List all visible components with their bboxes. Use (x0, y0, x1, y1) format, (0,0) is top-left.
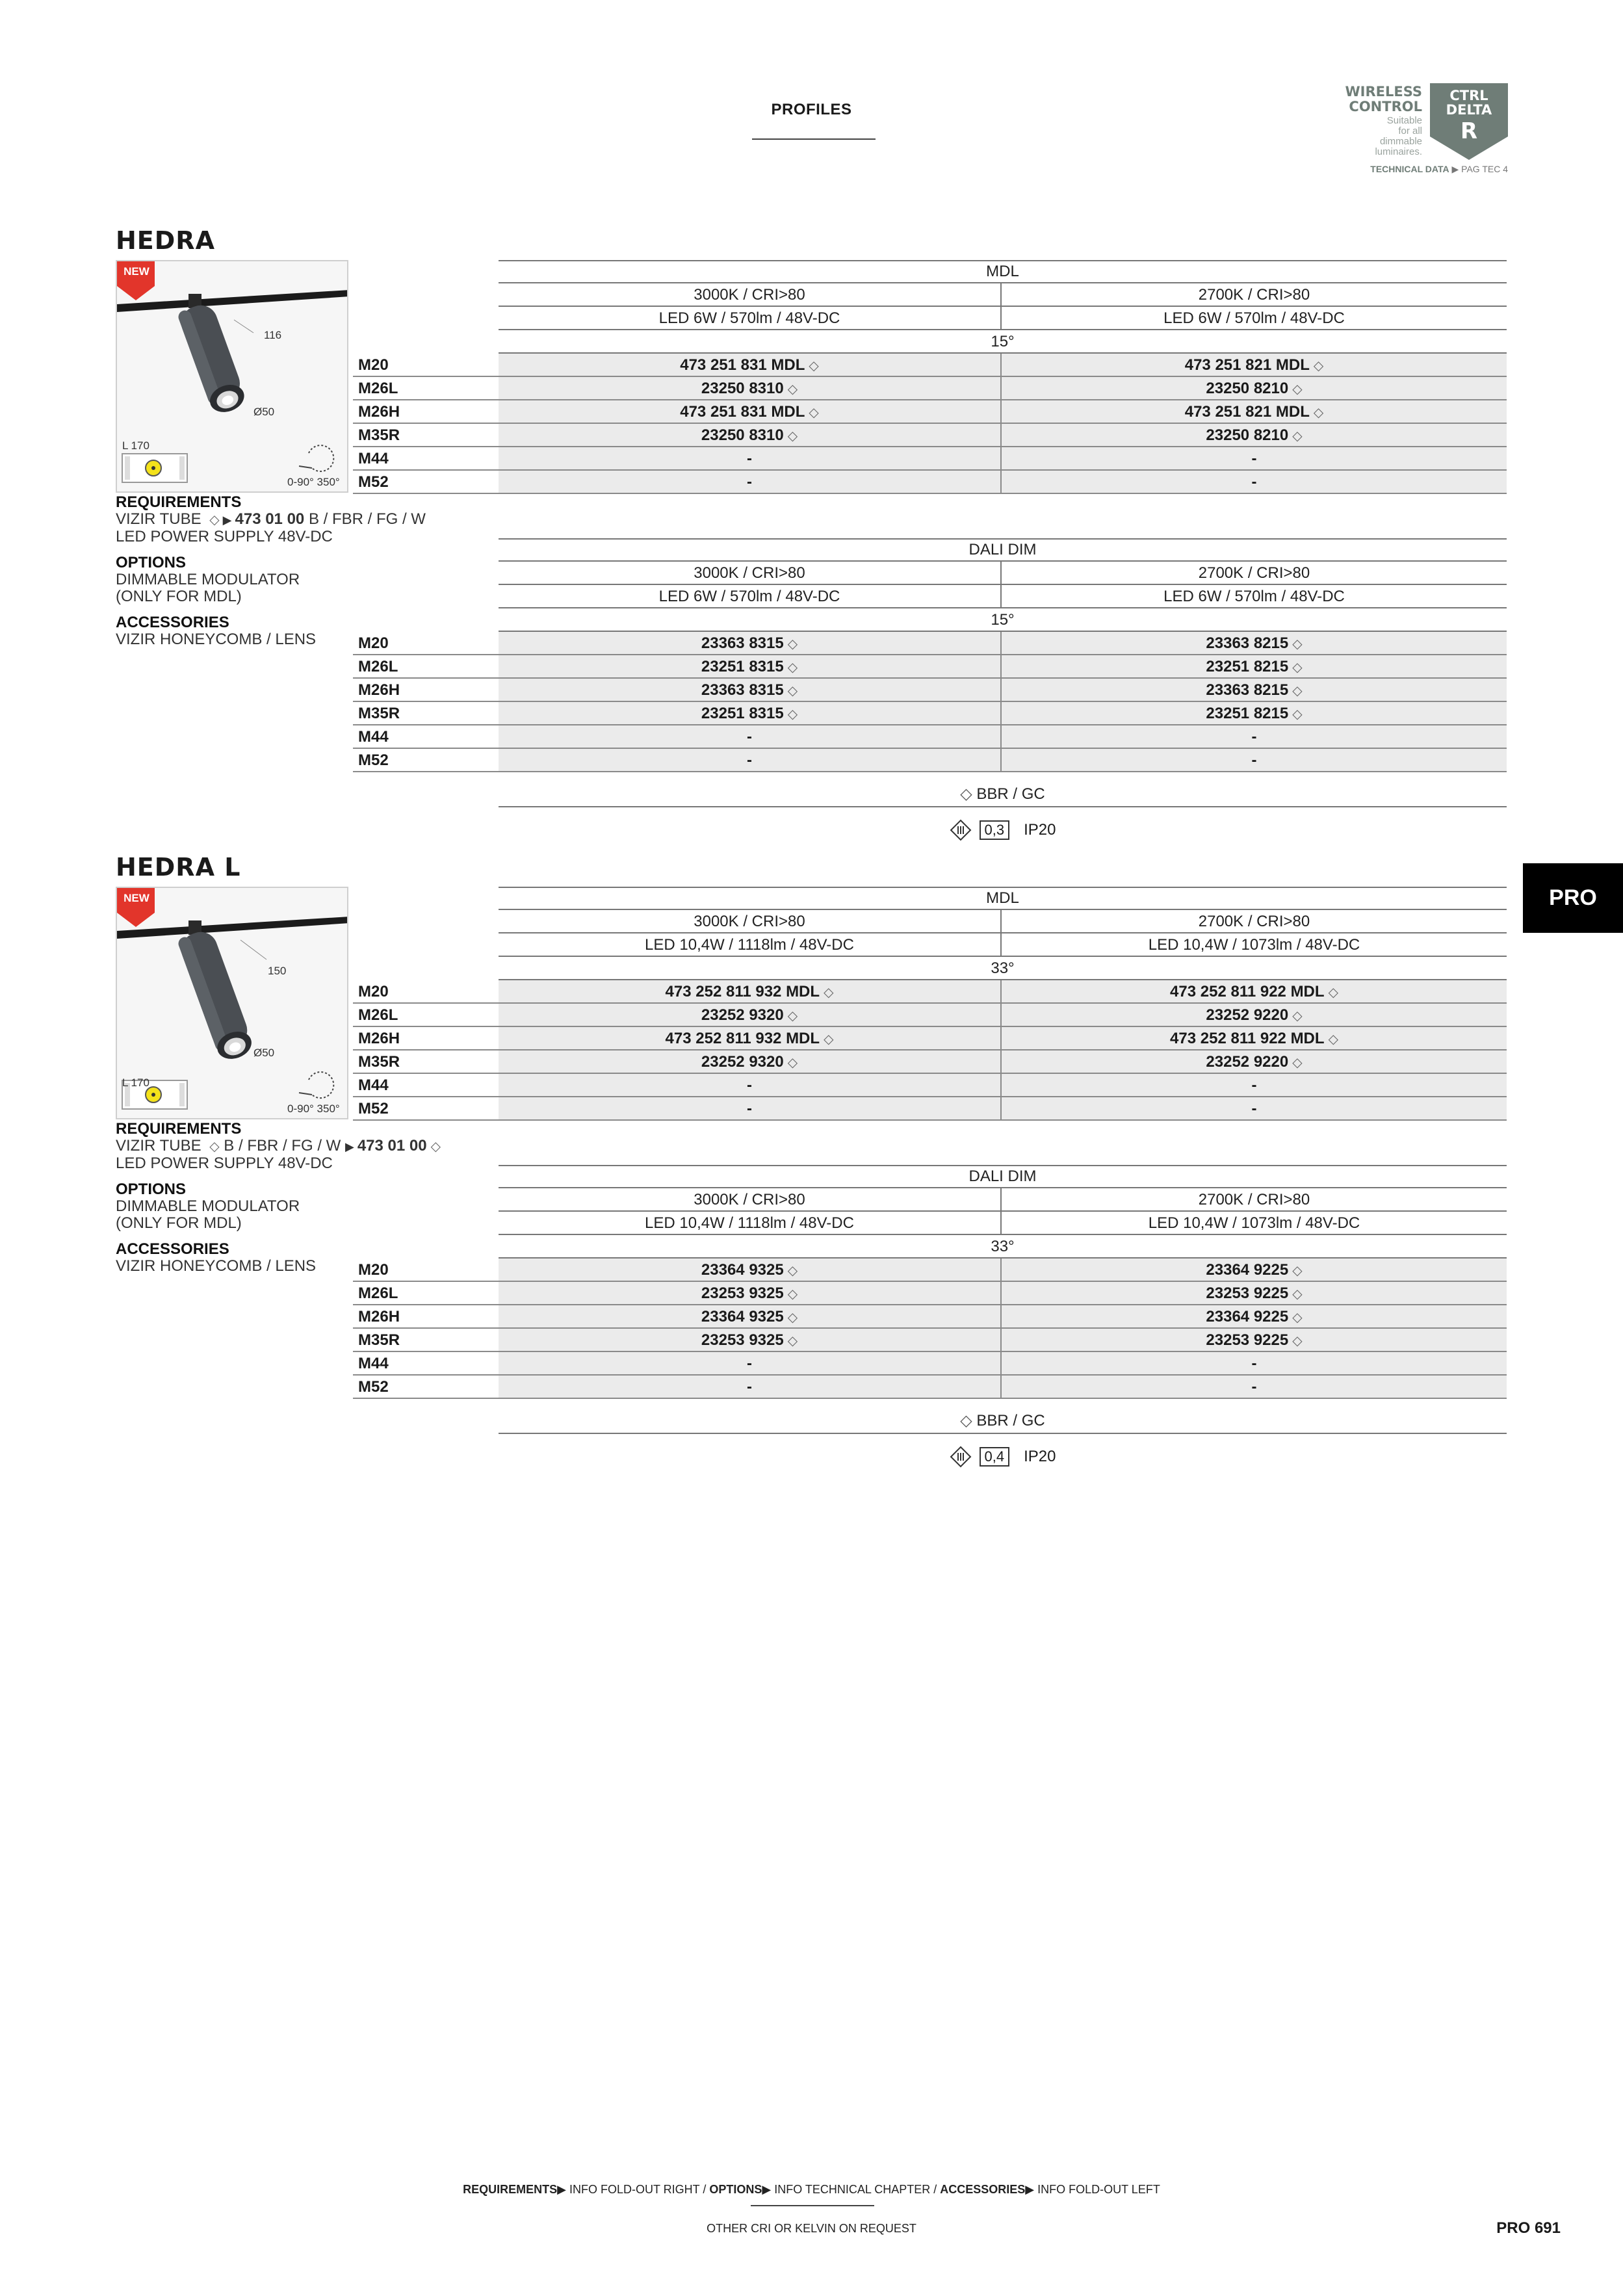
column-led-spec: LED 6W / 570lm / 48V-DC (1002, 307, 1507, 330)
diamond-icon: ◇ (787, 660, 798, 675)
track-type-label: M20 (358, 983, 389, 1000)
table-type: MDL (499, 260, 1507, 283)
diamond-icon: ◇ (1313, 359, 1324, 373)
product-code: 23363 8315 (701, 681, 784, 699)
product-code: - (747, 1378, 752, 1396)
product-code-cell[interactable] (499, 1376, 1002, 1399)
product-code: 23251 8215 (1206, 705, 1289, 722)
weight-value: 0,4 (980, 1447, 1010, 1467)
diamond-icon: ◇ (787, 1311, 798, 1325)
wireless-note-line4: luminaires. (1375, 146, 1422, 157)
product-code: 23251 8315 (701, 658, 784, 675)
diamond-icon: ◇ (787, 1264, 798, 1278)
requirements-heading: REQUIREMENTS (116, 1120, 242, 1138)
arrow-right-icon: ▶ (557, 2183, 567, 2196)
table-row (353, 1376, 1507, 1399)
product-code-cell[interactable] (1002, 632, 1507, 655)
technical-data-label: TECHNICAL DATA (1370, 164, 1449, 174)
wireless-note-line2: for all (1398, 125, 1422, 137)
table-row (353, 1329, 1507, 1352)
track-type-label: M26L (358, 1285, 398, 1302)
product-code-cell[interactable] (1002, 980, 1507, 1004)
product-code-cell[interactable] (499, 377, 1002, 400)
table-row (353, 471, 1507, 494)
product-code: 23364 9325 (701, 1308, 784, 1325)
product-code: - (1251, 1076, 1257, 1094)
diamond-icon: ◇ (1292, 1287, 1303, 1301)
product-code: 23250 8210 (1206, 426, 1289, 444)
product-code-cell[interactable] (1002, 1282, 1507, 1305)
table-row (353, 1074, 1507, 1097)
diameter-dimension: Ø50 (253, 1047, 275, 1059)
requirement-code: 473 01 00 (235, 510, 305, 528)
product-code-cell[interactable] (499, 1027, 1002, 1050)
table-type: DALI DIM (499, 1165, 1507, 1188)
product-code-cell[interactable] (1002, 1329, 1507, 1352)
table-row (353, 354, 1507, 377)
footer-requirements-label: REQUIREMENTS (463, 2183, 558, 2196)
diamond-icon: ◇ (1292, 1334, 1303, 1348)
spotlight-drawing-icon (117, 888, 348, 1119)
track-type-label: M20 (358, 356, 389, 374)
product-code: 23253 9325 (701, 1331, 784, 1349)
product-code-cell[interactable] (499, 655, 1002, 679)
wireless-note (1375, 116, 1422, 157)
diamond-icon: ◇ (209, 513, 220, 527)
product-code: - (1251, 751, 1257, 769)
track-type-label: M20 (358, 634, 389, 652)
beam-angle: 15° (499, 608, 1507, 632)
requirement-code: 473 01 00 (357, 1137, 427, 1155)
finish-note-text: BBR / GC (976, 1412, 1045, 1429)
track-type-label: M52 (358, 473, 389, 491)
product-code-cell[interactable] (499, 1259, 1002, 1282)
requirement-line (116, 1138, 480, 1155)
product-code: 23364 9225 (1206, 1261, 1289, 1279)
product-code-cell[interactable] (499, 725, 1002, 749)
arrow-right-icon: ▶ (1451, 164, 1462, 174)
product-code: 23364 9325 (701, 1261, 784, 1279)
options-heading: OPTIONS (116, 1181, 187, 1198)
product-code: - (1251, 1378, 1257, 1396)
diamond-icon: ◇ (787, 1334, 798, 1348)
track-type-label: M26H (358, 403, 400, 421)
product-name: HEDRA (116, 226, 215, 255)
track-type-label: M26H (358, 1308, 400, 1325)
product-code-cell[interactable] (499, 471, 1002, 494)
protection-row (499, 819, 1507, 841)
product-code-cell[interactable] (499, 1329, 1002, 1352)
options-heading: OPTIONS (116, 554, 187, 571)
column-led-spec: LED 6W / 570lm / 48V-DC (499, 585, 1002, 608)
column-led-spec: LED 10,4W / 1073lm / 48V-DC (1002, 933, 1507, 957)
finish-note-text: BBR / GC (976, 785, 1045, 803)
beam-angle: 33° (499, 957, 1507, 980)
column-color-temp: 2700K / CRI>80 (1002, 1188, 1507, 1212)
column-color-temp: 3000K / CRI>80 (499, 283, 1002, 307)
product-code: 23252 9220 (1206, 1053, 1289, 1071)
accessories-heading: ACCESSORIES (116, 614, 229, 631)
page-number: PRO 691 (1496, 2219, 1561, 2237)
arrow-right-icon: ▶ (344, 1140, 357, 1153)
wireless-line1: WIRELESS (1345, 84, 1422, 99)
diamond-icon: ◇ (1328, 985, 1338, 1000)
wireless-control-badge (1339, 83, 1508, 177)
diamond-icon: ◇ (787, 1287, 798, 1301)
product-code: - (1251, 1100, 1257, 1117)
accessory-line: VIZIR HONEYCOMB / LENS (116, 1257, 317, 1275)
product-code: - (747, 728, 752, 746)
track-type-label: M52 (358, 751, 389, 769)
product-code-cell[interactable] (1002, 1050, 1507, 1074)
track-type-label: M52 (358, 1100, 389, 1117)
product-code-cell[interactable] (1002, 424, 1507, 447)
product-code-cell[interactable] (1002, 377, 1507, 400)
wireless-note-line3: dimmable (1379, 136, 1422, 147)
diamond-icon: ◇ (787, 684, 798, 698)
product-code-cell[interactable] (499, 447, 1002, 471)
product-code-cell[interactable] (499, 354, 1002, 377)
product-code: 23363 8315 (701, 634, 784, 652)
diamond-icon: ◇ (209, 1140, 220, 1154)
product-code: - (747, 1100, 752, 1117)
product-code: 473 252 811 922 MDL (1170, 983, 1325, 1000)
product-code-cell[interactable] (1002, 655, 1507, 679)
product-code: 23363 8215 (1206, 681, 1289, 699)
product-name: HEDRA L (116, 853, 241, 881)
track-type-label: M26H (358, 681, 400, 699)
product-code: 473 252 811 932 MDL (665, 983, 820, 1000)
product-code: 473 251 831 MDL (680, 403, 805, 421)
footer-accessories-label: ACCESSORIES (940, 2183, 1026, 2196)
product-code: - (747, 473, 752, 491)
track-type-label: M35R (358, 705, 400, 722)
track-type-label: M44 (358, 450, 389, 467)
product-image (116, 260, 348, 493)
requirement-line: LED POWER SUPPLY 48V-DC (116, 1155, 333, 1172)
product-code: - (1251, 728, 1257, 746)
product-code: 23252 9220 (1206, 1006, 1289, 1024)
product-code-cell[interactable] (1002, 1027, 1507, 1050)
product-code: - (1251, 473, 1257, 491)
footer-options-text: INFO TECHNICAL CHAPTER / (771, 2183, 941, 2196)
diamond-icon: ◇ (1292, 429, 1303, 443)
requirement-line: LED POWER SUPPLY 48V-DC (116, 528, 333, 545)
diamond-icon: ◇ (824, 1032, 834, 1047)
spotlight-drawing-icon (117, 261, 348, 493)
track-type-label: M20 (358, 1261, 389, 1279)
track-type-label: M35R (358, 1053, 400, 1071)
product-code-cell[interactable] (499, 749, 1002, 772)
arrow-right-icon: ▶ (219, 514, 235, 527)
diamond-icon: ◇ (824, 985, 834, 1000)
footer-divider (751, 2205, 874, 2206)
track-dimension: L 170 (122, 439, 149, 452)
track-type-label: M26L (358, 658, 398, 675)
table-row (353, 1004, 1507, 1027)
accessories-heading: ACCESSORIES (116, 1240, 229, 1258)
product-code-cell[interactable] (1002, 679, 1507, 702)
wireless-line2: CONTROL (1349, 99, 1422, 114)
diamond-icon: ◇ (960, 1412, 977, 1429)
table-row (353, 1050, 1507, 1074)
product-code: 23250 8210 (1206, 380, 1289, 397)
footer-legend (0, 2183, 1623, 2197)
new-label: NEW (123, 265, 149, 278)
table-row (353, 702, 1507, 725)
requirement-finishes: B / FBR / FG / W (304, 510, 426, 528)
product-code-cell[interactable] (499, 1097, 1002, 1121)
table-row (353, 1097, 1507, 1121)
product-code-cell[interactable] (499, 1305, 1002, 1329)
product-code-cell[interactable] (1002, 471, 1507, 494)
product-code: 23252 9320 (701, 1053, 784, 1071)
wireless-note-line1: Suitable (1386, 115, 1422, 126)
beam-angle: 33° (499, 1235, 1507, 1259)
table-row (353, 632, 1507, 655)
product-code-cell[interactable] (1002, 1305, 1507, 1329)
footer-requirements-text: INFO FOLD-OUT RIGHT / (566, 2183, 710, 2196)
product-code: 23252 9320 (701, 1006, 784, 1024)
diamond-icon: ◇ (787, 1056, 798, 1070)
shield-letter: R (1460, 118, 1478, 144)
column-color-temp: 2700K / CRI>80 (1002, 562, 1507, 585)
product-code-cell[interactable] (1002, 1097, 1507, 1121)
product-code: 23253 9225 (1206, 1331, 1289, 1349)
product-code: 23363 8215 (1206, 634, 1289, 652)
product-code: - (747, 751, 752, 769)
product-code: 473 252 811 922 MDL (1170, 1030, 1325, 1047)
diamond-icon: ◇ (1292, 684, 1303, 698)
product-code: 473 251 831 MDL (680, 356, 805, 374)
product-code-cell[interactable] (1002, 400, 1507, 424)
finish-note (499, 1409, 1507, 1434)
shield-line2: DELTA (1446, 102, 1492, 118)
option-line: DIMMABLE MODULATOR (116, 571, 300, 588)
product-image (116, 887, 348, 1119)
price-table (353, 538, 1507, 772)
diamond-icon: ◇ (787, 707, 798, 722)
diamond-icon: ◇ (787, 382, 798, 397)
table-type: DALI DIM (499, 538, 1507, 562)
class-iii-icon (950, 819, 972, 841)
track-type-label: M26L (358, 1006, 398, 1024)
product-code: 473 251 821 MDL (1184, 403, 1310, 421)
product-code-cell[interactable] (499, 1050, 1002, 1074)
column-color-temp: 3000K / CRI>80 (499, 1188, 1002, 1212)
table-row (353, 447, 1507, 471)
section-title: PROFILES (771, 101, 852, 118)
option-line: DIMMABLE MODULATOR (116, 1197, 300, 1215)
product-code-cell[interactable] (1002, 702, 1507, 725)
price-table (353, 1165, 1507, 1399)
product-code-cell[interactable] (499, 1282, 1002, 1305)
diamond-icon: ◇ (1292, 382, 1303, 397)
track-type-label: M35R (358, 1331, 400, 1349)
diamond-icon: ◇ (960, 785, 977, 803)
diamond-icon: ◇ (1292, 660, 1303, 675)
product-code-cell[interactable] (1002, 1259, 1507, 1282)
product-code-cell[interactable] (499, 1004, 1002, 1027)
requirements-heading: REQUIREMENTS (116, 493, 242, 511)
diamond-icon: ◇ (1313, 406, 1324, 420)
class-iii-icon (950, 1446, 972, 1468)
column-led-spec: LED 10,4W / 1073lm / 48V-DC (1002, 1212, 1507, 1235)
requirement-line (116, 511, 480, 528)
track-type-label: M44 (358, 1076, 389, 1094)
new-label: NEW (123, 892, 149, 904)
column-color-temp: 2700K / CRI>80 (1002, 910, 1507, 933)
diamond-icon: ◇ (1292, 1311, 1303, 1325)
diameter-dimension: Ø50 (253, 406, 275, 418)
technical-data-ref: PAG TEC 4 (1461, 164, 1508, 174)
table-row (353, 424, 1507, 447)
diamond-icon: ◇ (809, 406, 819, 420)
finish-note (499, 783, 1507, 807)
product-code: 23251 8315 (701, 705, 784, 722)
product-code: 23364 9225 (1206, 1308, 1289, 1325)
protection-row (499, 1446, 1507, 1468)
product-code: - (747, 1076, 752, 1094)
table-row (353, 400, 1507, 424)
product-code-cell[interactable] (499, 424, 1002, 447)
diamond-icon: ◇ (1292, 637, 1303, 651)
diamond-icon: ◇ (1292, 1009, 1303, 1023)
diamond-icon: ◇ (787, 429, 798, 443)
product-code-cell[interactable] (1002, 749, 1507, 772)
track-type-label: M44 (358, 1355, 389, 1372)
product-code: 23251 8215 (1206, 658, 1289, 675)
column-led-spec: LED 6W / 570lm / 48V-DC (499, 307, 1002, 330)
product-code-cell[interactable] (499, 702, 1002, 725)
shield-line1: CTRL (1449, 88, 1488, 103)
track-type-label: M44 (358, 728, 389, 746)
column-color-temp: 3000K / CRI>80 (499, 562, 1002, 585)
requirement-item: VIZIR TUBE (116, 1137, 206, 1155)
product-code: 23250 8310 (701, 426, 784, 444)
requirement-finishes: B / FBR / FG / W (219, 1137, 345, 1155)
column-led-spec: LED 10,4W / 1118lm / 48V-DC (499, 1212, 1002, 1235)
product-code-cell[interactable] (1002, 725, 1507, 749)
track-type-label: M26L (358, 380, 398, 397)
product-code-cell[interactable] (499, 1352, 1002, 1376)
product-code: 23250 8310 (701, 380, 784, 397)
ip-rating: IP20 (1024, 1448, 1056, 1465)
column-color-temp: 2700K / CRI>80 (1002, 283, 1507, 307)
weight-value: 0,3 (980, 820, 1010, 840)
product-code-cell[interactable] (499, 980, 1002, 1004)
length-dimension: 116 (264, 329, 282, 341)
table-row (353, 980, 1507, 1004)
table-row (353, 679, 1507, 702)
section-divider (752, 138, 876, 140)
product-code-cell[interactable] (1002, 1074, 1507, 1097)
table-row (353, 1282, 1507, 1305)
table-row (353, 1305, 1507, 1329)
arrow-right-icon: ▶ (762, 2183, 772, 2196)
ctrl-delta-label (1430, 88, 1508, 117)
product-code-cell[interactable] (1002, 354, 1507, 377)
product-code: - (1251, 450, 1257, 467)
rotation-dimension: 0-90° 350° (287, 1102, 340, 1115)
product-code-cell[interactable] (499, 679, 1002, 702)
product-code-cell[interactable] (499, 632, 1002, 655)
diamond-icon: ◇ (787, 637, 798, 651)
diamond-icon: ◇ (787, 1009, 798, 1023)
option-line: (ONLY FOR MDL) (116, 1214, 242, 1232)
product-code: - (747, 450, 752, 467)
table-row (353, 1259, 1507, 1282)
track-type-label: M26H (358, 1030, 400, 1047)
length-dimension: 150 (268, 965, 287, 977)
table-row (353, 655, 1507, 679)
rotation-dimension: 0-90° 350° (287, 476, 340, 488)
product-code: - (1251, 1355, 1257, 1372)
accessory-line: VIZIR HONEYCOMB / LENS (116, 631, 317, 648)
diamond-icon: ◇ (1292, 1264, 1303, 1278)
track-type-label: M35R (358, 426, 400, 444)
product-code: 473 251 821 MDL (1184, 356, 1310, 374)
diamond-icon: ◇ (1328, 1032, 1338, 1047)
arrow-right-icon: ▶ (1025, 2183, 1035, 2196)
product-code-cell[interactable] (499, 1074, 1002, 1097)
wireless-control-label (1345, 85, 1422, 114)
product-code: - (747, 1355, 752, 1372)
column-led-spec: LED 6W / 570lm / 48V-DC (1002, 585, 1507, 608)
diamond-icon: ◇ (1292, 707, 1303, 722)
technical-data-link[interactable] (1370, 164, 1508, 175)
product-code-cell[interactable] (1002, 1376, 1507, 1399)
category-tab[interactable]: PRO (1523, 863, 1623, 933)
diamond-icon: ◇ (809, 359, 819, 373)
product-code: 23253 9325 (701, 1285, 784, 1302)
product-code-cell[interactable] (499, 400, 1002, 424)
ip-rating: IP20 (1024, 821, 1056, 839)
product-code-cell[interactable] (1002, 447, 1507, 471)
column-led-spec: LED 10,4W / 1118lm / 48V-DC (499, 933, 1002, 957)
beam-angle: 15° (499, 330, 1507, 354)
product-code: 23253 9225 (1206, 1285, 1289, 1302)
footer-accessories-text: INFO FOLD-OUT LEFT (1034, 2183, 1160, 2196)
table-row (353, 1352, 1507, 1376)
requirement-item: VIZIR TUBE (116, 510, 206, 528)
diamond-icon: ◇ (1292, 1056, 1303, 1070)
table-row (353, 1027, 1507, 1050)
product-code-cell[interactable] (1002, 1004, 1507, 1027)
track-dimension: L 170 (122, 1076, 149, 1089)
table-row (353, 749, 1507, 772)
price-table (353, 260, 1507, 494)
footer-options-label: OPTIONS (709, 2183, 762, 2196)
table-row (353, 725, 1507, 749)
price-table (353, 887, 1507, 1121)
option-line: (ONLY FOR MDL) (116, 588, 242, 605)
diamond-icon: ◇ (430, 1140, 441, 1154)
product-code: 473 252 811 932 MDL (665, 1030, 820, 1047)
track-type-label: M52 (358, 1378, 389, 1396)
column-color-temp: 3000K / CRI>80 (499, 910, 1002, 933)
product-code-cell[interactable] (1002, 1352, 1507, 1376)
table-type: MDL (499, 887, 1507, 910)
table-row (353, 377, 1507, 400)
footer-note: OTHER CRI OR KELVIN ON REQUEST (707, 2222, 916, 2235)
